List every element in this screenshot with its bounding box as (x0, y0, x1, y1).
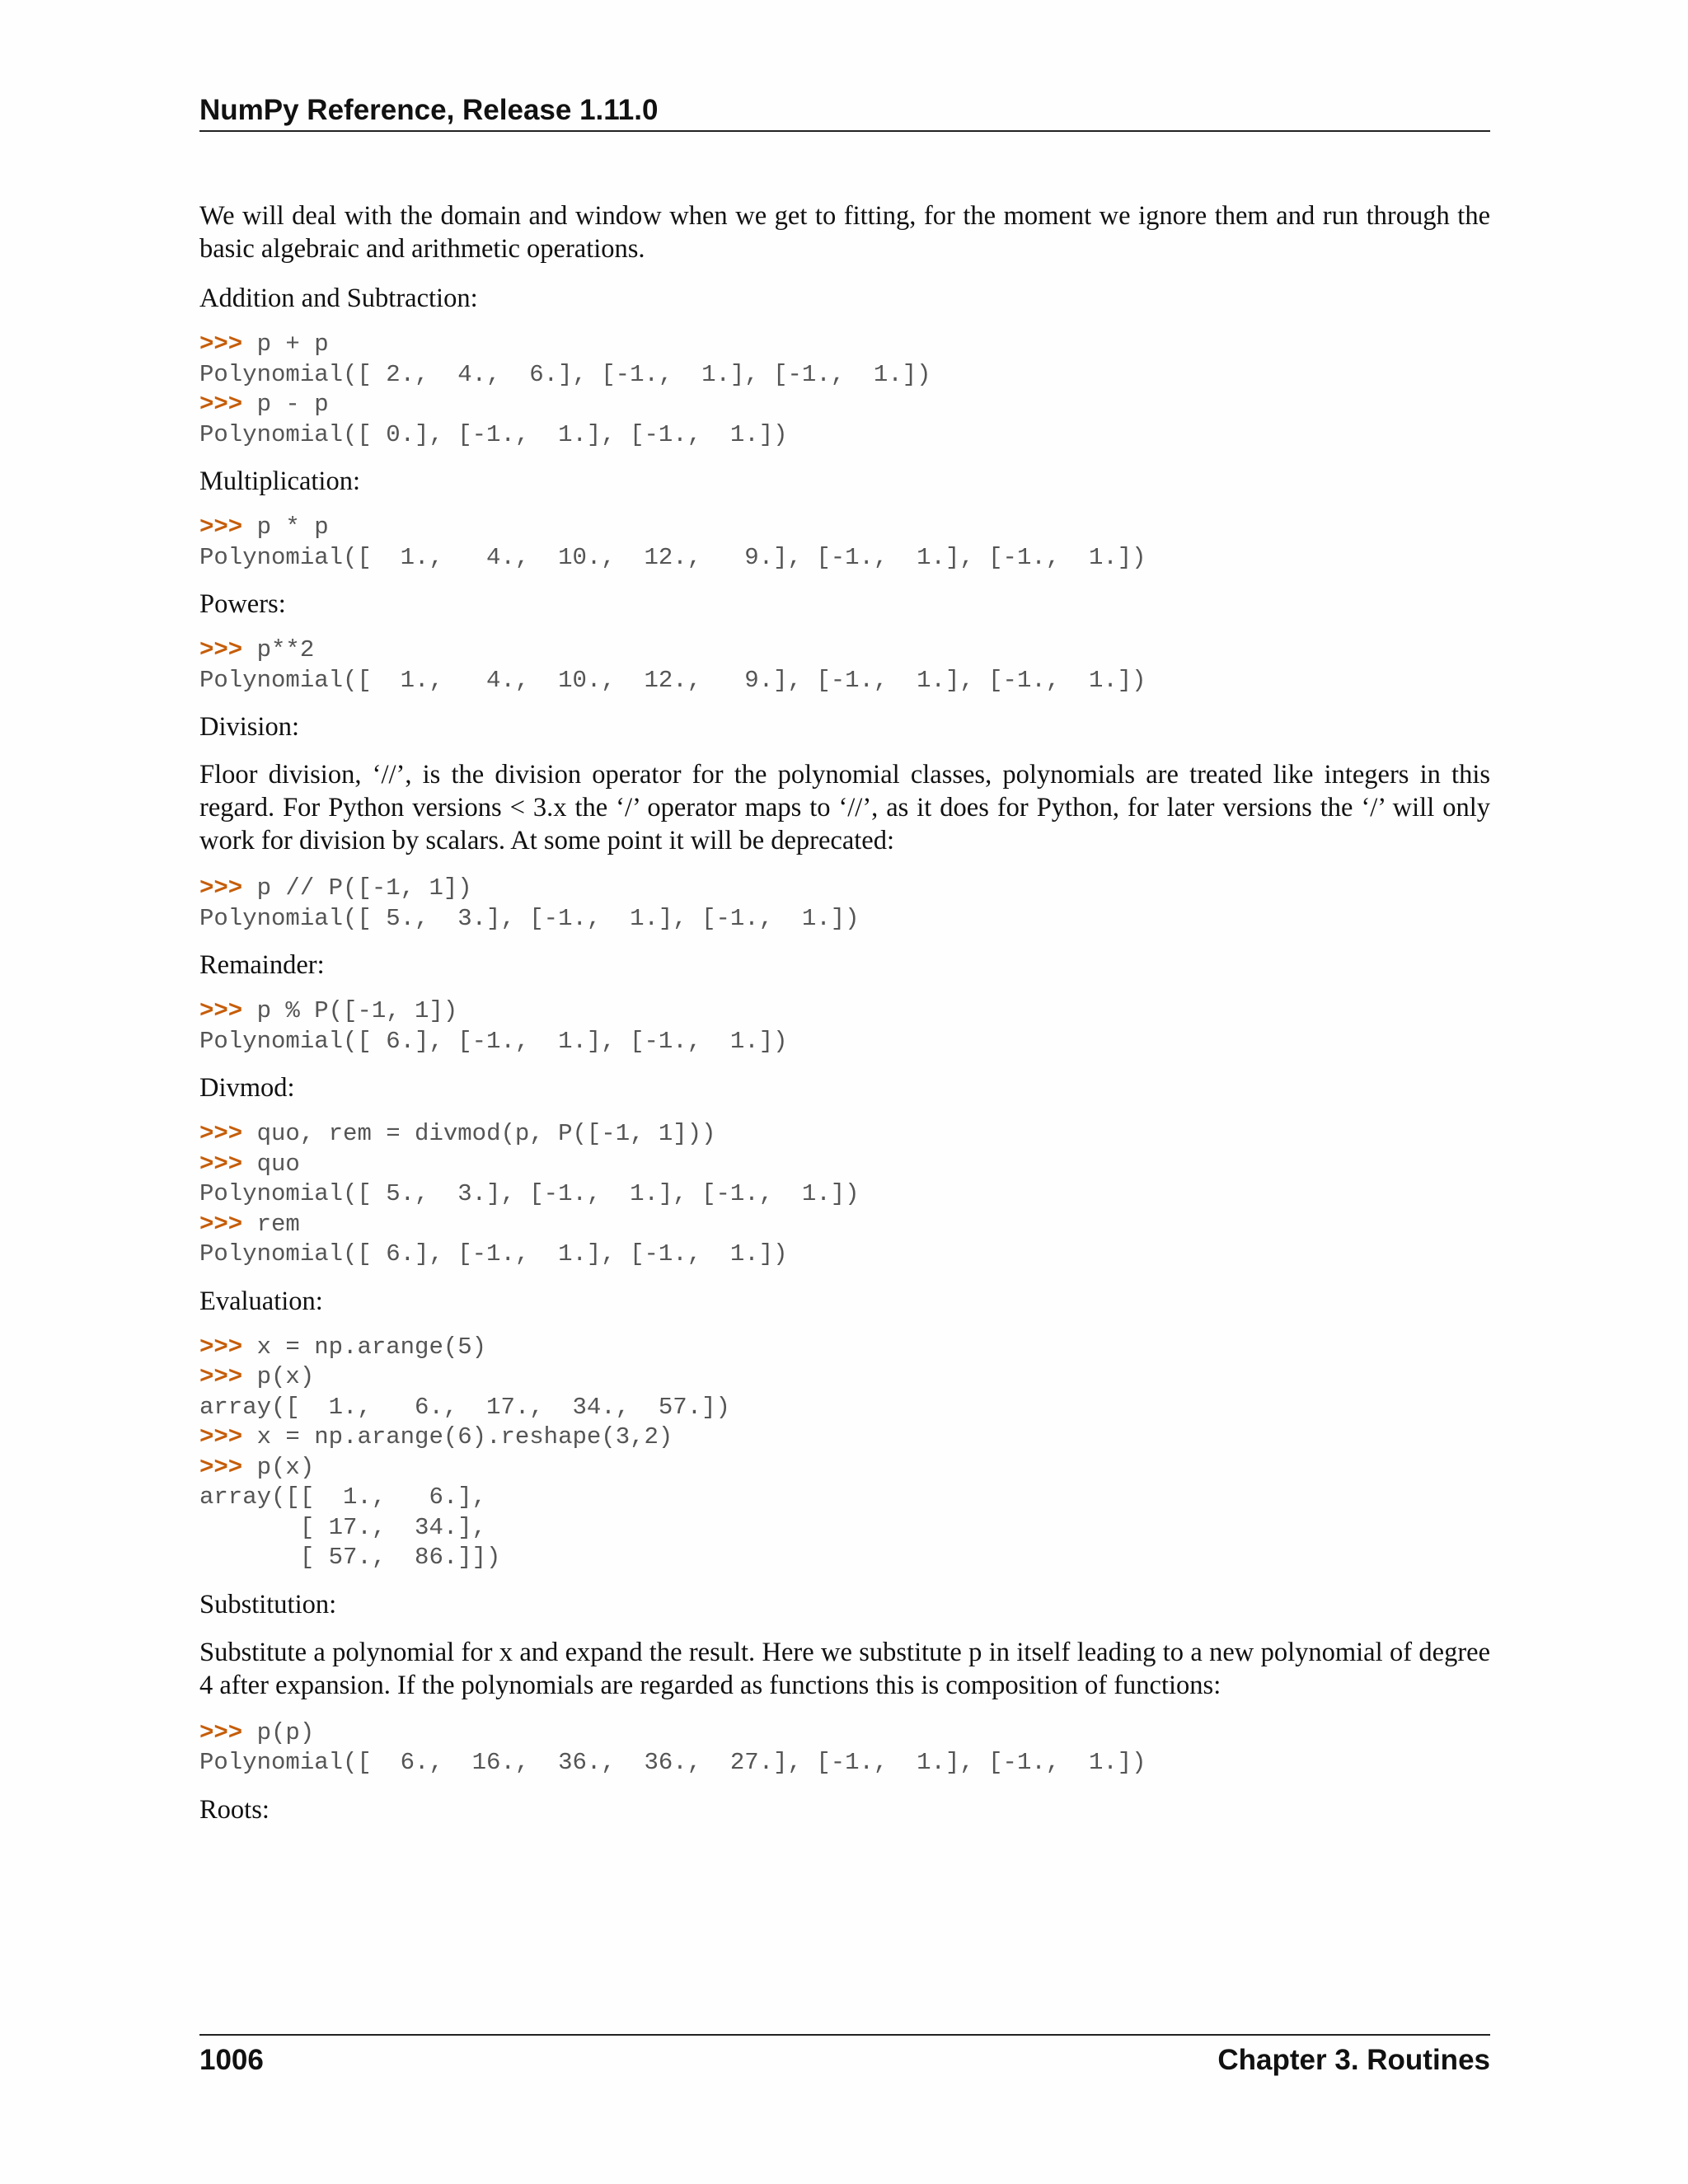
chapter-title: Chapter 3. Routines (1217, 2044, 1490, 2076)
substitution-paragraph: Substitute a polynomial for x and expand the result. Here we substitute p in itself leading to a new polynomial of degree 4 after expansion. If the polynomials are regarded as functions this is composition of functions: (199, 1637, 1490, 1700)
code-prompt: >>> (199, 1718, 243, 1746)
section-label-remainder: Remainder: (199, 950, 325, 980)
code-output: Polynomial([ 1., 4., 10., 12., 9.], [-1., 1.], [-1., 1.]) (199, 666, 1146, 694)
section-label-powers: Powers: (199, 589, 286, 619)
code-input: x = np.arange(5) (256, 1333, 487, 1361)
header-rule (199, 130, 1490, 132)
code-input: quo, rem = divmod(p, P([-1, 1])) (256, 1120, 716, 1147)
code-output: Polynomial([ 6.], [-1., 1.], [-1., 1.]) (199, 1240, 788, 1268)
page-number: 1006 (199, 2044, 264, 2076)
section-label-divmod: Divmod: (199, 1073, 295, 1103)
section-label-addition: Addition and Subtraction: (199, 284, 478, 313)
code-output: Polynomial([ 2., 4., 6.], [-1., 1.], [-1., 1.]) (199, 360, 931, 388)
code-prompt: >>> (199, 874, 243, 902)
code-block-multiplication (199, 513, 1490, 573)
code-prompt: >>> (199, 1150, 243, 1178)
code-prompt: >>> (199, 330, 243, 358)
section-label-substitution: Substitution: (199, 1589, 337, 1619)
code-output: Polynomial([ 5., 3.], [-1., 1.], [-1., 1.]) (199, 1180, 860, 1207)
code-input: p(x) (256, 1363, 315, 1390)
code-input: quo (256, 1150, 300, 1178)
code-input: p**2 (256, 636, 315, 663)
code-block-substitution (199, 1718, 1490, 1779)
code-output: Polynomial([ 5., 3.], [-1., 1.], [-1., 1.]) (199, 904, 860, 932)
code-prompt: >>> (199, 391, 243, 418)
section-label-multiplication: Multiplication: (199, 466, 360, 496)
code-block-remainder (199, 996, 1490, 1057)
code-output: array([ 1., 6., 17., 34., 57.]) (199, 1393, 730, 1421)
code-prompt: >>> (199, 1333, 243, 1361)
code-input: p + p (256, 330, 329, 358)
code-block-addition (199, 330, 1490, 450)
code-input: p % P([-1, 1]) (256, 997, 458, 1024)
code-input: p - p (256, 391, 329, 418)
code-block-division (199, 874, 1490, 934)
code-output: Polynomial([ 0.], [-1., 1.], [-1., 1.]) (199, 420, 788, 448)
section-label-roots: Roots: (199, 1794, 270, 1825)
division-paragraph: Floor division, ‘//’, is the division operator for the polynomial classes, polynomials are treated like integers in this regard. For Python versions < 3.x the ‘/’ operator maps to ‘//’, as it does for Python, for later versions the ‘/’ will only work for division by scalars. At some point it will be deprecated: (199, 760, 1490, 855)
code-input: x = np.arange(6).reshape(3,2) (256, 1423, 673, 1451)
code-output: Polynomial([ 1., 4., 10., 12., 9.], [-1., 1.], [-1., 1.]) (199, 543, 1146, 571)
code-block-powers (199, 635, 1490, 696)
code-input: p // P([-1, 1]) (256, 874, 472, 902)
code-output: Polynomial([ 6., 16., 36., 36., 27.], [-1., 1.], [-1., 1.]) (199, 1749, 1146, 1776)
running-header: NumPy Reference, Release 1.11.0 (199, 94, 659, 126)
code-block-divmod (199, 1119, 1490, 1270)
code-input: rem (256, 1210, 300, 1238)
code-prompt: >>> (199, 1210, 243, 1238)
code-input: p(p) (256, 1718, 315, 1746)
intro-paragraph: We will deal with the domain and window when we get to fitting, for the moment we ignore them and run through the basic algebraic and arithmetic operations. (199, 201, 1490, 264)
code-input: p * p (256, 513, 329, 541)
page-body (199, 199, 1490, 1841)
code-input: p(x) (256, 1453, 315, 1481)
footer-rule (199, 2034, 1490, 2036)
code-output: array([[ 1., 6.], (199, 1483, 487, 1511)
code-prompt: >>> (199, 1453, 243, 1481)
code-output: [ 57., 86.]]) (199, 1544, 501, 1571)
code-prompt: >>> (199, 513, 243, 541)
code-prompt: >>> (199, 997, 243, 1024)
code-block-evaluation (199, 1333, 1490, 1573)
section-label-division: Division: (199, 712, 299, 742)
code-prompt: >>> (199, 1120, 243, 1147)
code-output: [ 17., 34.], (199, 1513, 487, 1541)
code-prompt: >>> (199, 1363, 243, 1390)
code-output: Polynomial([ 6.], [-1., 1.], [-1., 1.]) (199, 1027, 788, 1055)
code-prompt: >>> (199, 636, 243, 663)
code-prompt: >>> (199, 1423, 243, 1451)
section-label-evaluation: Evaluation: (199, 1286, 323, 1316)
